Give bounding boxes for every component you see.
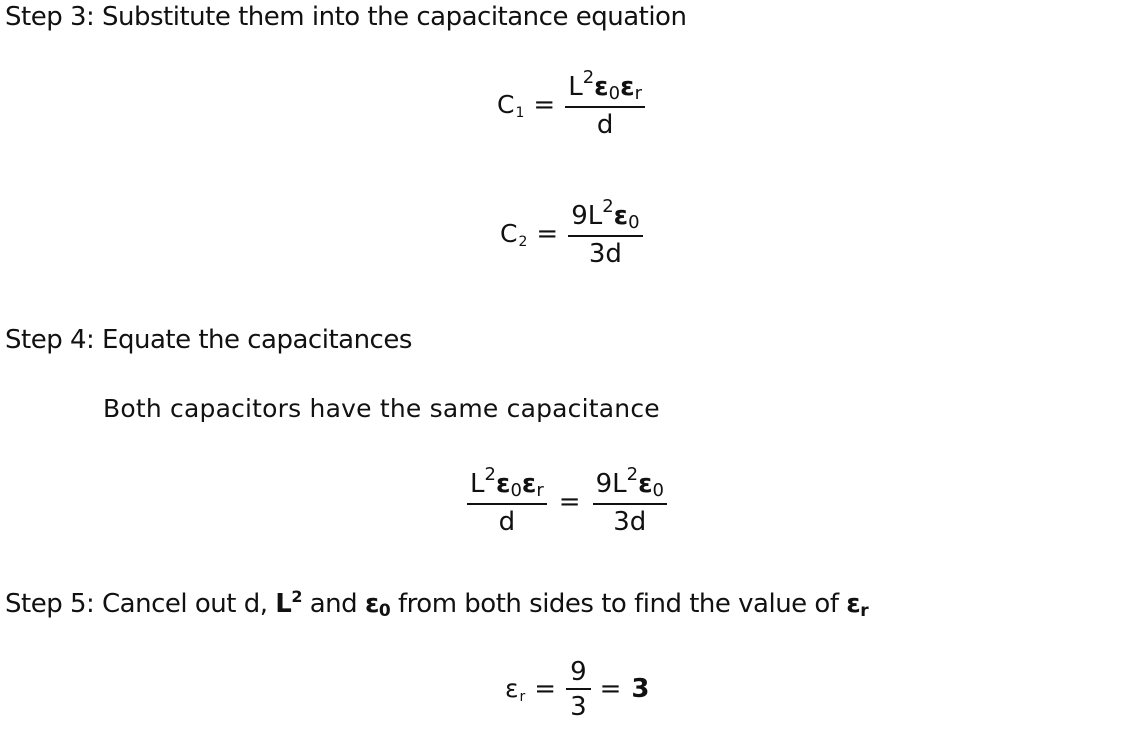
step-4-heading xyxy=(5,325,412,355)
equate-left-power: 2 xyxy=(484,464,496,485)
equate-left-numerator xyxy=(467,464,547,505)
c1-numerator xyxy=(565,67,645,108)
c2-equals: = xyxy=(536,219,559,249)
equate-right-power: 2 xyxy=(626,464,639,485)
step-5-mid: and xyxy=(301,589,365,619)
step-5-heading xyxy=(5,589,868,619)
c2-num-coef: 9L xyxy=(571,201,603,231)
step-3-label: Step 3: Substitute them into the capacitance equation xyxy=(5,2,687,32)
c2-symbol: C xyxy=(500,218,518,248)
equate-left-epsilon-sub: 0 xyxy=(510,480,522,501)
step-3-heading xyxy=(5,2,686,32)
step-5-epsilon-r-sub: r xyxy=(860,601,869,621)
c1-subscript: 1 xyxy=(515,104,525,121)
step-4-label: Step 4: Equate the capacitances xyxy=(5,325,412,355)
equation-c1 xyxy=(497,67,645,140)
result-denominator: 3 xyxy=(570,692,587,722)
c1-denominator: d xyxy=(596,110,614,140)
equate-left-epsilon-r-sub: r xyxy=(536,480,544,501)
result-fraction xyxy=(566,656,591,722)
c1-num-epsilon-r-sub: r xyxy=(634,83,642,104)
equate-right-epsilon: ε xyxy=(638,469,653,499)
c1-num-l: L xyxy=(568,72,583,102)
c1-num-epsilon-r: ε xyxy=(620,72,635,102)
equate-equals: = xyxy=(558,487,581,517)
step-5-l-symbol: L xyxy=(275,589,292,619)
c1-lhs xyxy=(497,90,524,121)
equate-right-coef: 9L xyxy=(595,469,627,499)
equate-right-epsilon-sub: 0 xyxy=(652,480,664,501)
step-5-epsilon: ε xyxy=(364,589,379,619)
equate-right-denominator: 3d xyxy=(613,507,647,537)
c1-fraction xyxy=(565,67,645,140)
c2-subscript: 2 xyxy=(518,233,528,250)
equate-left-denominator: d xyxy=(498,507,516,537)
step-5-epsilon-r: ε xyxy=(846,589,861,619)
c1-num-power: 2 xyxy=(582,67,595,88)
c2-numerator xyxy=(568,196,642,237)
result-value: 3 xyxy=(631,674,650,704)
equate-right-numerator xyxy=(593,464,667,505)
c1-num-epsilon-sub: 0 xyxy=(608,83,621,104)
step-5-prefix: Step 5: Cancel out d, xyxy=(5,589,276,619)
step-4-text: Both capacitors have the same capacitance xyxy=(103,394,660,423)
c1-symbol: C xyxy=(497,89,515,119)
result-epsilon-sub: r xyxy=(519,688,526,705)
c1-num-epsilon: ε xyxy=(594,72,609,102)
equation-c2 xyxy=(500,196,643,269)
c2-num-epsilon: ε xyxy=(613,201,629,231)
step-5-l-power: 2 xyxy=(291,587,302,606)
c1-equals: = xyxy=(533,90,556,120)
step-5-epsilon-sub: 0 xyxy=(378,601,391,621)
equate-left-epsilon-r: ε xyxy=(521,469,537,499)
result-equals-2: = xyxy=(599,674,622,704)
c2-fraction xyxy=(568,196,642,269)
step-5-suffix: from both sides to find the value of xyxy=(390,589,847,619)
equation-equate xyxy=(467,464,667,537)
c2-lhs xyxy=(500,219,527,250)
equation-result xyxy=(505,656,650,722)
c2-num-power: 2 xyxy=(602,196,614,217)
result-numerator: 9 xyxy=(566,656,591,690)
result-lhs xyxy=(505,674,525,705)
equate-left-epsilon: ε xyxy=(495,469,511,499)
c2-denominator: 3d xyxy=(588,239,622,269)
c2-num-epsilon-sub: 0 xyxy=(628,212,640,233)
equate-left-l: L xyxy=(470,469,485,499)
result-epsilon: ε xyxy=(505,673,519,703)
equate-right-fraction xyxy=(593,464,667,537)
result-equals: = xyxy=(534,674,557,704)
equate-left-fraction xyxy=(467,464,547,537)
